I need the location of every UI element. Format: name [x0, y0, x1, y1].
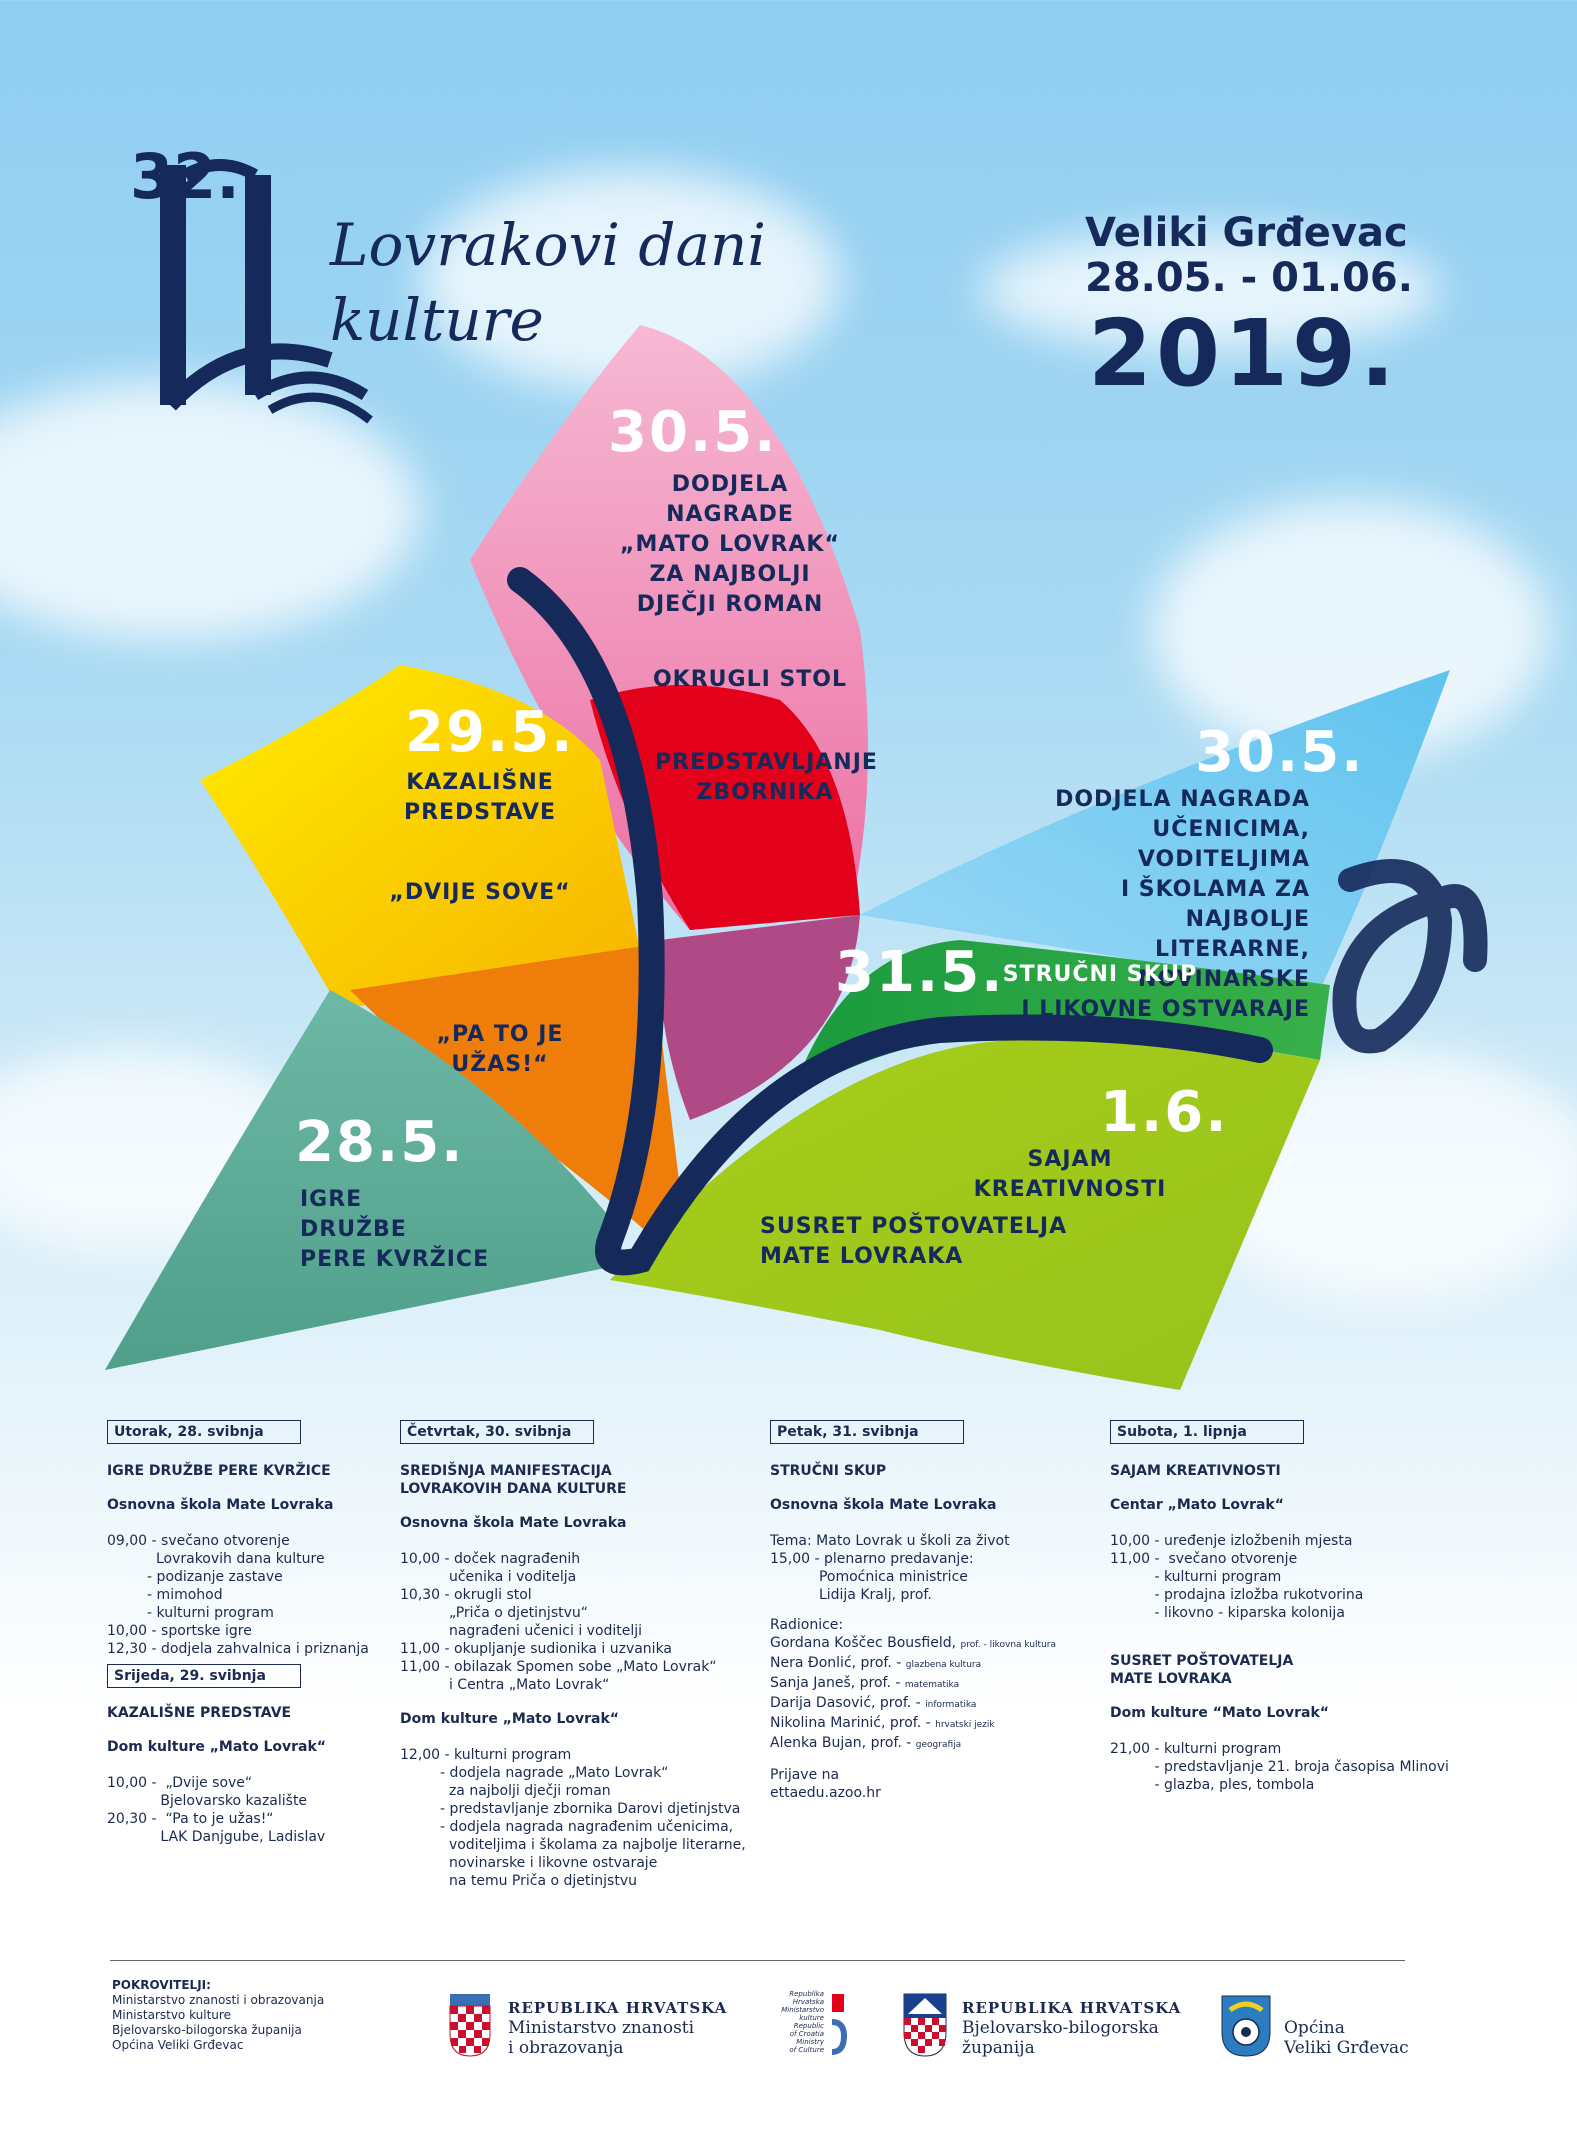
county-republic: REPUBLIKA HRVATSKA [962, 1999, 1182, 2017]
wednesday-venue: Dom kulture „Mato Lovrak“ [107, 1739, 327, 1755]
schedule-line: 10,30 - okrugli stol [400, 1587, 532, 1603]
schedule-line: Tema: Mato Lovrak u školi za život [770, 1533, 1010, 1549]
schedule-line: - mimohod [107, 1587, 223, 1603]
min-cult-text: of Croatia [789, 2030, 824, 2038]
anthology-line: PREDSTAVLJANJE [655, 750, 878, 775]
workshop-host: Sanja Janeš, prof. - [770, 1675, 905, 1691]
schedule-line: 10,00 - sportske igre [107, 1623, 252, 1639]
county-name: Bjelovarsko-bilogorska [962, 2018, 1159, 2038]
workshop-line [770, 1654, 1100, 1674]
games-line: PERE KVRŽICE [300, 1247, 490, 1272]
award-line: ZA NAJBOLJI [649, 562, 811, 587]
ministry-of-culture-logo-icon [828, 1992, 848, 2056]
games-line: IGRE [300, 1187, 363, 1212]
round-table-label: OKRUGLI STOL [652, 667, 848, 692]
min-cult-text: kulture [799, 2014, 824, 2022]
min-cult-text: Republic [793, 2022, 824, 2030]
workshop-subject: informatika [925, 1700, 977, 1710]
municipality-name: Veliki Grđevac [1284, 2038, 1409, 2058]
schedule-line: 11,00 - svečano otvorenje [1110, 1551, 1298, 1567]
games-line: DRUŽBE [300, 1217, 407, 1242]
workshop-subject: glazbena kultura [905, 1660, 982, 1670]
schedule-line: - prodajna izložba rukotvorina [1110, 1587, 1364, 1603]
saturday-title-2: SUSRET POŠTOVATELJA [1110, 1653, 1294, 1669]
workshop-host: Gordana Koščec Bousfield, [770, 1635, 961, 1651]
workshop-subject: hrvatski jezik [935, 1720, 995, 1730]
workshop-host: Darija Dasović, prof. - [770, 1695, 926, 1711]
awards-line: UČENICIMA, VODITELJIMA [1137, 817, 1310, 872]
day-box-tuesday: Utorak, 28. svibnja [107, 1420, 301, 1444]
min-edu-republic: REPUBLIKA HRVATSKA [508, 1999, 728, 2017]
workshop-line [770, 1734, 1100, 1754]
play-pa-to-je-uzas: „PA TO JE UŽAS!“ [436, 1022, 564, 1077]
saturday-title-2: MATE LOVRAKA [1110, 1671, 1232, 1687]
saturday-title: SAJAM KREATIVNOSTI [1110, 1463, 1281, 1479]
conference-label: STRUČNI SKUP [1002, 962, 1198, 987]
meeting-line: SUSRET POŠTOVATELJA [760, 1214, 1068, 1239]
schedule-line: 10,00 - doček nagrađenih [400, 1551, 581, 1567]
schedule-line: nagrađeni učenici i voditelji [400, 1623, 643, 1639]
day-box-wednesday: Srijeda, 29. svibnja [107, 1664, 301, 1688]
schedule-line: Lovrakovih dana kulture [107, 1551, 325, 1567]
schedule-line: - predstavljanje 21. broja časopisa Mlinovi [1110, 1759, 1449, 1775]
date-31-5: 31.5. [835, 940, 1005, 1005]
friday-venue: Osnovna škola Mate Lovraka [770, 1497, 997, 1513]
edition-number: 32. [130, 140, 240, 213]
meeting-line: MATE LOVRAKA [760, 1244, 964, 1269]
schedule-line: novinarske i likovne ostvaraje [400, 1855, 658, 1871]
fair-label: SAJAM KREATIVNOSTI [973, 1147, 1167, 1202]
min-cult-text: Republika [789, 1990, 824, 1998]
schedule-line: - glazba, ples, tombola [1110, 1777, 1315, 1793]
apply-link[interactable]: ettaedu.azoo.hr [770, 1785, 881, 1801]
county-name: županija [962, 2038, 1035, 2058]
awards-line: I ŠKOLAMA ZA NAJBOLJE [1120, 877, 1310, 932]
sponsors-title: POKROVITELJI: [112, 1978, 211, 1992]
saturday-venue: Centar „Mato Lovrak“ [1110, 1497, 1284, 1513]
workshops-title: Radionice: [770, 1617, 844, 1633]
schedule-line: na temu Priča o djetinjstvu [400, 1873, 637, 1889]
date-29-5: 29.5. [405, 700, 575, 765]
place-name: Veliki Grđevac [1085, 210, 1408, 256]
sponsor-item: Bjelovarsko-bilogorska županija [112, 2023, 302, 2037]
municipality-coat-of-arms-icon [1220, 1994, 1272, 2058]
schedule-line: LAK Danjgube, Ladislav [107, 1829, 326, 1845]
thursday-title: LOVRAKOVIH DANA KULTURE [400, 1481, 627, 1497]
tuesday-venue: Osnovna škola Mate Lovraka [107, 1497, 334, 1513]
awards-line: LITERARNE, NOVINARSKE [1137, 937, 1310, 992]
award-line: „MATO LOVRAK“ [620, 532, 840, 557]
friday-title: STRUČNI SKUP [770, 1463, 887, 1479]
day-box-friday: Petak, 31. svibnja [770, 1420, 964, 1444]
footer-divider [110, 1960, 1405, 1961]
schedule-line: - dodjela nagrade „Mato Lovrak“ [400, 1765, 669, 1781]
schedule-line: 10,00 - „Dvije sove“ [107, 1775, 253, 1791]
sponsor-item: Ministarstvo znanosti i obrazovanja [112, 1993, 325, 2007]
sponsor-item: Ministarstvo kulture [112, 2008, 231, 2022]
schedule-line: učenika i voditelja [400, 1569, 577, 1585]
schedule-line: - kulturni program [1110, 1569, 1282, 1585]
municipality-label: Općina [1284, 2018, 1345, 2038]
date-range: 28.05. - 01.06. [1085, 255, 1413, 301]
min-edu-name: Ministarstvo znanosti [508, 2018, 695, 2038]
schedule-line: 11,00 - okupljanje sudionika i uzvanika [400, 1641, 673, 1657]
schedule-line: voditeljima i školama za najbolje literarne, [400, 1837, 746, 1853]
saturday-venue-2: Dom kulture “Mato Lovrak“ [1110, 1705, 1330, 1721]
schedule-line: 15,00 - plenarno predavanje: [770, 1551, 974, 1567]
festival-title-line1: Lovrakovi dani [330, 211, 766, 279]
schedule-line: 10,00 - uređenje izložbenih mjesta [1110, 1533, 1353, 1549]
wednesday-title: KAZALIŠNE PREDSTAVE [107, 1705, 292, 1721]
day-box-thursday: Četvrtak, 30. svibnja [400, 1420, 594, 1444]
apply-label: Prijave na [770, 1767, 840, 1783]
min-cult-text: of Culture [789, 2046, 824, 2054]
schedule-line: 20,30 - “Pa to je užas!“ [107, 1811, 274, 1827]
workshop-line [770, 1714, 1100, 1734]
schedule-line: i Centra „Mato Lovrak“ [400, 1677, 610, 1693]
date-28-5: 28.5. [295, 1110, 465, 1175]
schedule-line: Pomoćnica ministrice [770, 1569, 968, 1585]
award-line: DODJELA [671, 472, 789, 497]
book-tail-swash [1344, 871, 1475, 1041]
theatre-line: PREDSTAVE [403, 800, 557, 825]
schedule-line: - kulturni program [107, 1605, 274, 1621]
awards-line: I LIKOVNE OSTVARAJE [1021, 997, 1310, 1022]
workshop-host: Nikolina Marinić, prof. - [770, 1715, 936, 1731]
workshop-line [770, 1674, 1100, 1694]
award-line: DJEČJI ROMAN [636, 592, 824, 617]
festival-title-line2: kulture [330, 286, 544, 354]
schedule-line: 11,00 - obilazak Spomen sobe „Mato Lovrak“ [400, 1659, 717, 1675]
schedule-line: - podizanje zastave [107, 1569, 283, 1585]
date-30-5-top: 30.5. [608, 400, 778, 465]
workshop-line [770, 1694, 1100, 1714]
thursday-venue-2: Dom kulture „Mato Lovrak“ [400, 1711, 620, 1727]
date-1-6: 1.6. [1100, 1080, 1229, 1145]
min-edu-name: i obrazovanja [508, 2038, 624, 2058]
thursday-title: SREDIŠNJA MANIFESTACIJA [400, 1463, 612, 1479]
schedule-line: 09,00 - svečano otvorenje [107, 1533, 290, 1549]
schedule-line: 21,00 - kulturni program [1110, 1741, 1282, 1757]
workshop-subject: matematika [904, 1680, 960, 1690]
min-cult-text: Hrvatska [792, 1998, 824, 2006]
workshop-subject: prof. - likovna kultura [960, 1640, 1057, 1650]
schedule-line: - likovno - kiparska kolonija [1110, 1605, 1345, 1621]
sponsor-item: Općina Veliki Grđevac [112, 2038, 244, 2052]
schedule-line: 12,30 - dodjela zahvalnica i priznanja [107, 1641, 369, 1657]
tuesday-title: IGRE DRUŽBE PERE KVRŽICE [107, 1463, 331, 1479]
awards-line: DODJELA NAGRADA [1055, 787, 1310, 812]
award-line: NAGRADE [666, 502, 794, 527]
county-coat-of-arms-icon [902, 1992, 948, 2058]
workshop-subject: geografija [915, 1740, 962, 1750]
date-30-5-right: 30.5. [1195, 720, 1365, 785]
workshop-line [770, 1634, 1100, 1654]
workshop-host: Nera Đonlić, prof. - [770, 1655, 906, 1671]
schedule-line: Bjelovarsko kazalište [107, 1793, 308, 1809]
schedule-line: za najbolji dječji roman [400, 1783, 611, 1799]
schedule-line: - predstavljanje zbornika Darovi djetinjstva [400, 1801, 741, 1817]
theatre-line: KAZALIŠNE [406, 770, 554, 795]
min-cult-text: Ministarstvo [781, 2006, 824, 2014]
year: 2019. [1088, 300, 1400, 407]
min-cult-text: Ministry [796, 2038, 824, 2046]
schedule-line: Lidija Kralj, prof. [770, 1587, 932, 1603]
workshop-host: Alenka Bujan, prof. - [770, 1735, 916, 1751]
day-box-saturday: Subota, 1. lipnja [1110, 1420, 1304, 1444]
schedule-line: 12,00 - kulturni program [400, 1747, 572, 1763]
croatian-coat-of-arms-icon [448, 1992, 492, 2058]
anthology-line: ZBORNIKA [696, 780, 834, 805]
schedule-line: - dodjela nagrada nagrađenim učenicima, [400, 1819, 734, 1835]
schedule-line: „Priča o djetinjstvu“ [400, 1605, 589, 1621]
play-dvije-sove: „DVIJE SOVE“ [389, 880, 571, 905]
thursday-venue: Osnovna škola Mate Lovraka [400, 1515, 627, 1531]
